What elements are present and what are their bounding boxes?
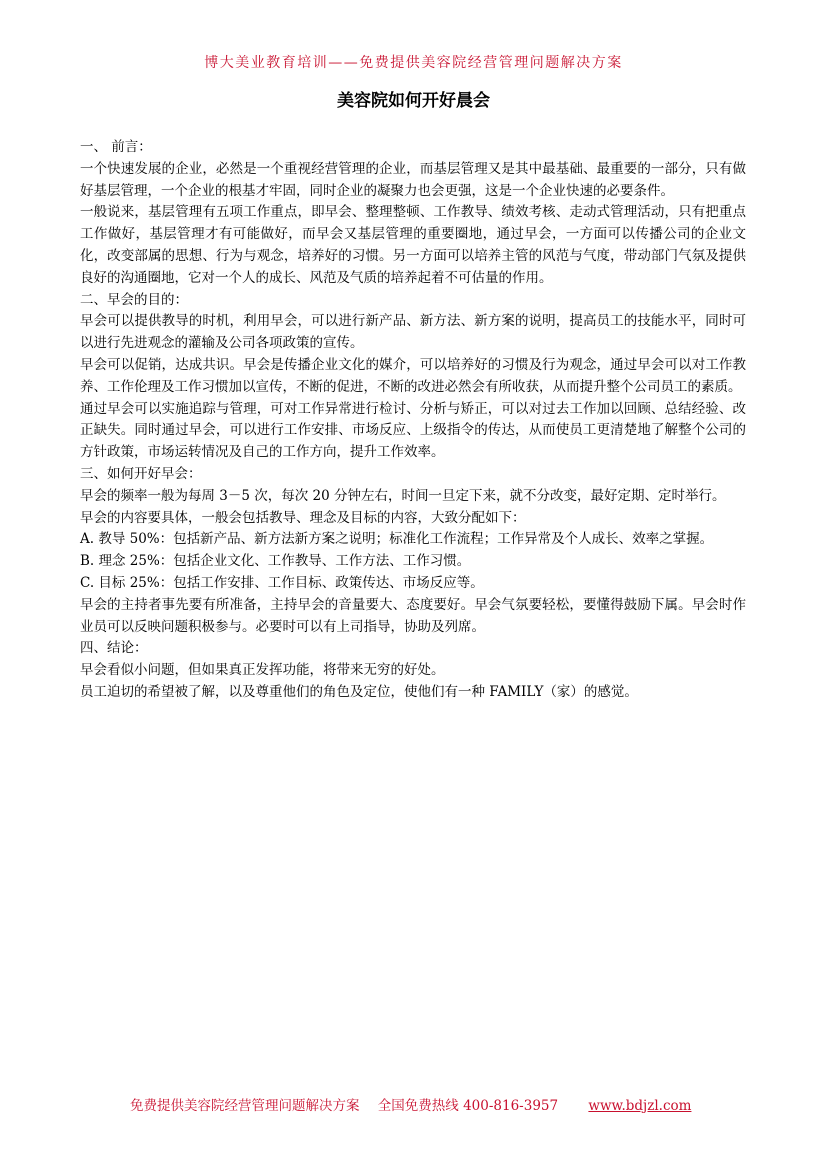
section-heading-preface: 一、 前言： (80, 139, 152, 155)
paragraph: 早会看似小问题，但如果真正发挥功能，将带来无穷的好处。 (80, 662, 445, 679)
list-item: C. 目标 25%：包括工作安排、工作目标、政策传达、市场反应等。 (80, 574, 484, 591)
document-body (80, 137, 746, 704)
paragraph: 一个快速发展的企业，必然是一个重视经营管理的企业，而基层管理又是其中最基础、最重要的一部分，只有做好基层管理，一个企业的根基才牢固，同时企业的凝聚力也会更强，这是一个企业快速的必要条件。 (80, 160, 746, 199)
list-item: B. 理念 25%：包括企业文化、工作教导、工作方法、工作习惯。 (80, 553, 471, 570)
section-heading-how-to: 三、如何开好早会： (80, 465, 202, 482)
header-banner: 博大美业教育培训——免费提供美容院经营管理问题解决方案 (204, 55, 623, 71)
section-heading-conclusion: 四、结论： (80, 640, 148, 657)
paragraph: 员工迫切的希望被了解，以及尊重他们的角色及定位，使他们有一种 FAMILY（家）的感觉。 (80, 683, 638, 700)
paragraph: 早会可以促销，达成共识。早会是传播企业文化的媒介，可以培养好的习惯及行为观念，通过早会可以对工作教养、工作伦理及工作习惯加以宣传，不断的促进，不断的改进必然会有所收获，从而提升整个公司员工的素质。 (80, 356, 746, 395)
list-item: A. 教导 50%：包括新产品、新方法新方案之说明；标准化工作流程；工作异常及个人成长、效率之掌握。 (80, 531, 714, 548)
page-title: 美容院如何开好晨会 (337, 91, 490, 111)
section-heading-purpose: 二、早会的目的： (80, 291, 188, 308)
footer (130, 1094, 730, 1114)
footer-slogan: 免费提供美容院经营管理问题解决方案 (130, 1098, 360, 1114)
paragraph: 早会的主持者事先要有所准备，主持早会的音量要大、态度要好。早会气氛要轻松，要懂得鼓励下属。早会时作业员可以反映问题积极参与。必要时可以有上司指导，协助及列席。 (80, 596, 746, 635)
paragraph: 通过早会可以实施追踪与管理，可对工作异常进行检讨、分析与矫正，可以对过去工作加以回顾、总结经验、改正缺失。同时通过早会，可以进行工作安排、市场反应、上级指令的传达，从而使员工更清楚地了解整个公司的方针政策，市场运转情况及自己的工作方向，提升工作效率。 (80, 400, 746, 461)
footer-hotline: 全国免费热线 400-816-3957 (377, 1098, 559, 1114)
paragraph: 早会的内容要具体，一般会包括教导、理念及目标的内容，大致分配如下： (80, 509, 526, 526)
footer-website-link[interactable]: www.bdjzl.com (588, 1098, 692, 1114)
paragraph: 一般说来，基层管理有五项工作重点，即早会、整理整顿、工作教导、绩效考核、走动式管理活动，只有把重点工作做好，基层管理才有可能做好，而早会又基层管理的重要圈地，通过早会，一方面可以传播公司的企业文化，改变部属的思想、行为与观念，培养好的习惯。另一方面可以培养主管的风范与气度，带动部门气氛及提供良好的沟通圈地，它对一个人的成长、风范及气质的培养起着不可估量的作用。 (80, 204, 746, 286)
paragraph: 早会可以提供教导的时机，利用早会，可以进行新产品、新方法、新方案的说明，提高员工的技能水平，同时可以进行先进观念的灌输及公司各项政策的宣传。 (80, 313, 746, 352)
paragraph: 早会的频率一般为每周 3－5 次，每次 20 分钟左右，时间一旦定下来，就不分改变，最好定期、定时举行。 (80, 487, 726, 504)
